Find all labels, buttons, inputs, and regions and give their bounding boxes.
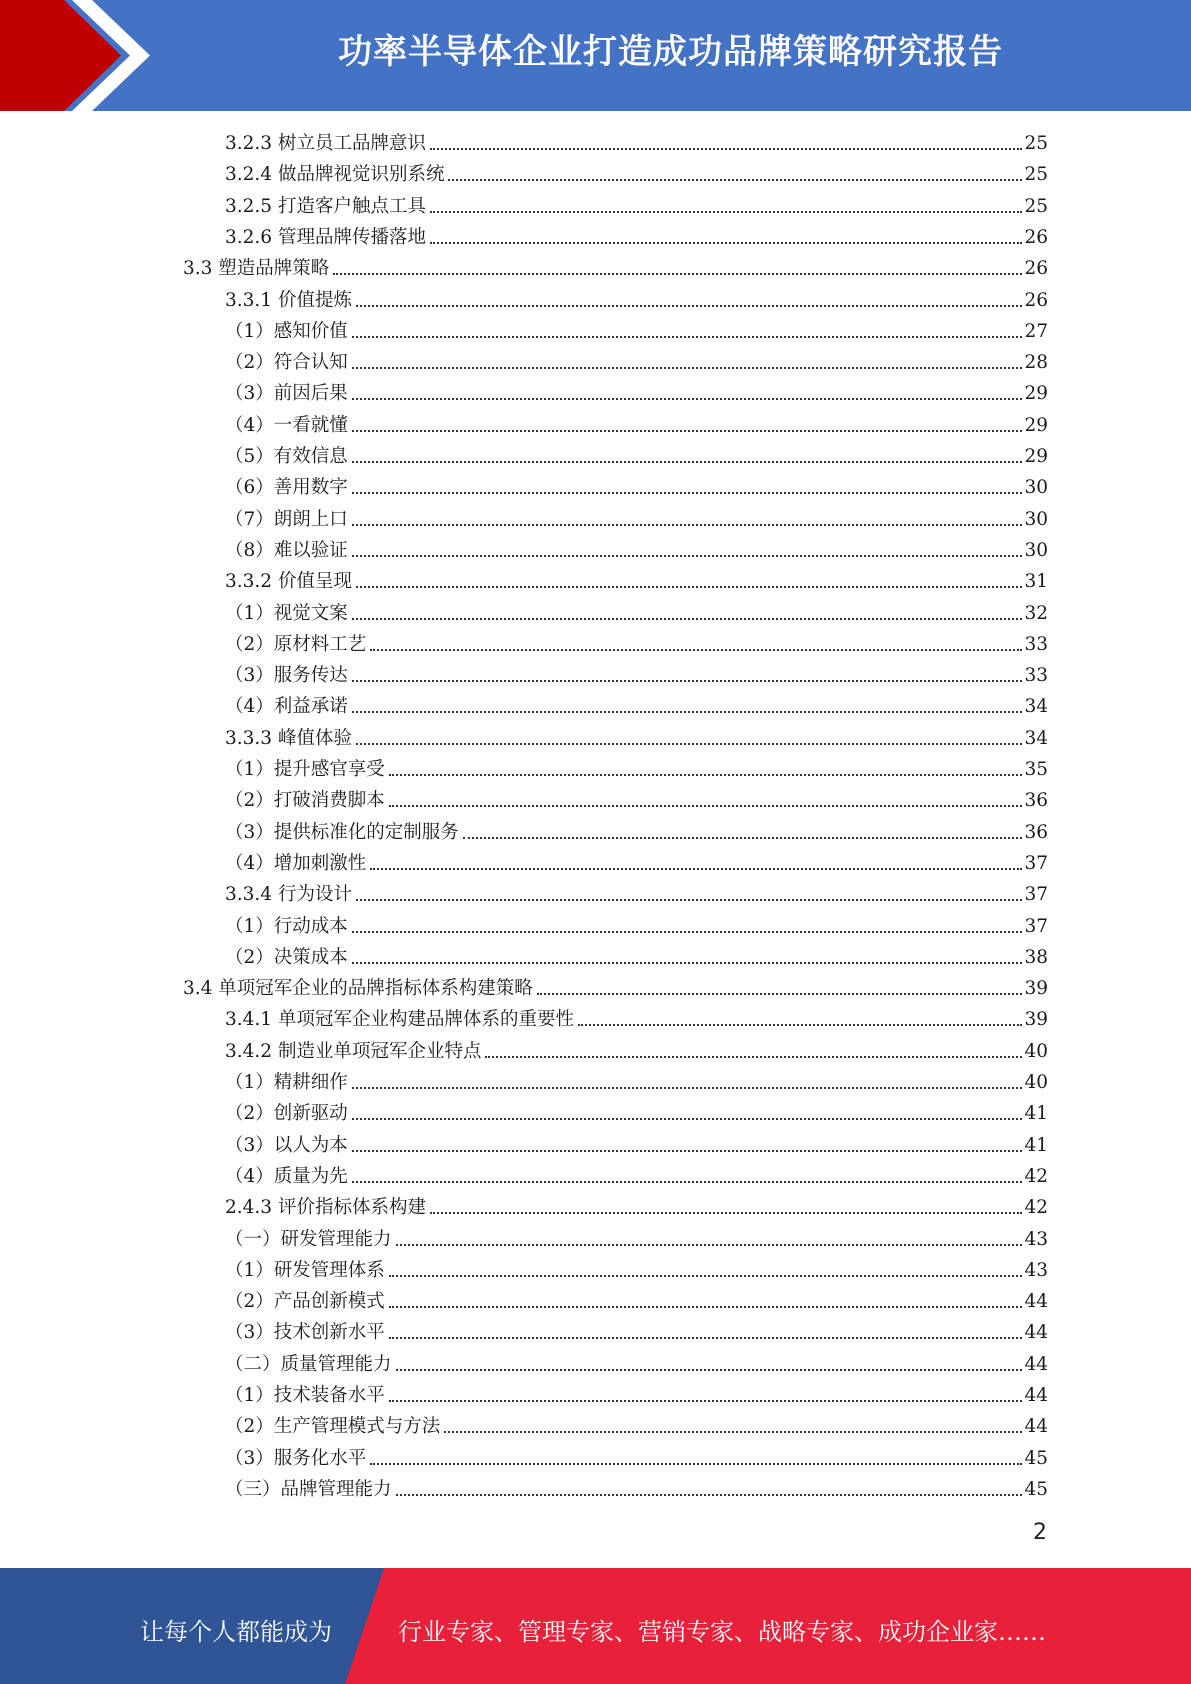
toc-entry[interactable] [225,1003,1048,1031]
toc-entry[interactable] [225,1129,1048,1157]
toc-dot-leader [370,1463,1022,1465]
toc-dot-leader [430,242,1022,244]
toc-entry-label: （2）打破消费脚本 [225,790,385,812]
toc-entry-label: （1）感知价值 [225,320,348,342]
toc-dot-leader [396,1494,1023,1496]
toc-entry-page: 27 [1024,320,1048,342]
toc-entry-label: 3.3.1 价值提炼 [225,289,352,311]
toc-entry-page: 25 [1024,195,1048,217]
toc-entry-page: 40 [1024,1040,1048,1062]
toc-entry-page: 42 [1024,1197,1048,1219]
toc-entry-label: 3.4.1 单项冠军企业构建品牌体系的重要性 [225,1009,574,1031]
toc-entry-page: 26 [1024,289,1048,311]
toc-dot-leader [370,649,1022,651]
toc-entry-label: 3.3 塑造品牌策略 [183,258,330,280]
toc-dot-leader [430,1212,1022,1214]
toc-entry-label: 3.2.6 管理品牌传播落地 [225,226,426,248]
toc-entry-page: 43 [1024,1228,1048,1250]
toc-dot-leader [352,492,1023,494]
toc-entry-label: （一）研发管理能力 [225,1228,392,1250]
toc-dot-leader [352,367,1023,369]
toc-dot-leader [352,1150,1023,1152]
toc-dot-leader [430,148,1022,150]
toc-dot-leader [356,899,1023,901]
toc-entry-page: 33 [1024,665,1048,687]
toc-dot-leader [352,1118,1023,1120]
toc-entry[interactable] [225,158,1048,186]
toc-dot-leader [389,1306,1023,1308]
toc-entry-page: 44 [1024,1353,1048,1375]
toc-entry-page: 41 [1024,1134,1048,1156]
toc-entry[interactable] [225,1254,1048,1282]
toc-dot-leader [389,805,1023,807]
toc-entry[interactable] [225,1379,1048,1407]
toc-entry[interactable] [225,847,1048,875]
toc-entry-label: （2）产品创新模式 [225,1291,385,1313]
toc-entry-label: 3.3.4 行为设计 [225,884,352,906]
toc-entry-page: 36 [1024,790,1048,812]
toc-entry-page: 29 [1024,414,1048,436]
toc-entry[interactable] [225,471,1048,499]
toc-entry[interactable] [225,659,1048,687]
toc-entry[interactable] [225,284,1048,312]
toc-entry-label: （2）创新驱动 [225,1103,348,1125]
toc-dot-leader [389,1275,1023,1277]
toc-entry[interactable] [225,1223,1048,1251]
toc-entry[interactable] [225,878,1048,906]
toc-entry-label: （4）质量为先 [225,1165,348,1187]
toc-entry-page: 28 [1024,352,1048,374]
toc-entry-label: （二）质量管理能力 [225,1353,392,1375]
toc-entry-page: 35 [1024,759,1048,780]
toc-entry[interactable] [225,1348,1048,1376]
toc-entry-page: 42 [1024,1165,1048,1187]
toc-entry-label: （5）有效信息 [225,446,348,467]
toc-dot-leader [333,273,1022,275]
toc-entry[interactable] [225,503,1048,531]
toc-dot-leader [430,211,1022,213]
toc-dot-leader [352,430,1023,432]
toc-dot-leader [396,1369,1023,1371]
toc-entry-page: 38 [1024,946,1048,968]
toc-entry-label: 3.4 单项冠军企业的品牌指标体系构建策略 [183,978,533,1000]
toc-entry-page: 33 [1024,633,1048,655]
toc-dot-leader [356,743,1023,745]
toc-entry-label: （2）生产管理模式与方法 [225,1416,441,1438]
toc-entry-page: 30 [1024,508,1048,530]
toc-entry[interactable] [225,628,1048,656]
toc-entry[interactable] [225,941,1048,969]
toc-entry[interactable] [225,346,1048,374]
toc-entry-page: 26 [1024,258,1048,280]
toc-entry[interactable] [225,1473,1048,1501]
toc-entry[interactable] [225,690,1048,718]
toc-entry[interactable] [225,1191,1048,1219]
toc-dot-leader [352,336,1023,338]
toc-entry-label: （2）符合认知 [225,352,348,374]
toc-entry-page: 30 [1024,539,1048,561]
toc-dot-leader [352,1181,1023,1183]
toc-dot-leader [448,179,1022,181]
toc-dot-leader [444,1431,1022,1433]
toc-dot-leader [485,1056,1022,1058]
toc-entry[interactable] [225,1316,1048,1344]
toc-entry[interactable] [225,1410,1048,1438]
toc-entry-label: （3）提供标准化的定制服务 [225,821,459,843]
toc-entry-label: （1）视觉文案 [225,602,348,624]
toc-entry-page: 32 [1024,602,1048,624]
toc-dot-leader [352,931,1023,933]
toc-dot-leader [356,586,1023,588]
toc-entry-label: 3.2.4 做品牌视觉识别系统 [225,164,445,186]
page-number: 2 [1033,1520,1047,1545]
toc-entry-label: 2.4.3 评价指标体系构建 [225,1197,426,1219]
toc-entry-label: 3.2.3 树立员工品牌意识 [225,133,426,154]
toc-dot-leader [352,1087,1023,1089]
toc-entry[interactable] [225,1285,1048,1313]
toc-entry-page: 43 [1024,1259,1048,1281]
toc-entry-page: 29 [1024,383,1048,405]
toc-entry[interactable] [225,722,1048,750]
toc-entry-page: 34 [1024,727,1048,749]
toc-entry-page: 41 [1024,1103,1048,1125]
footer-slogan-left: 让每个人都能成为 [140,1618,332,1646]
toc-dot-leader [352,711,1023,713]
toc-entry-label: （3）技术创新水平 [225,1322,385,1344]
toc-entry-label: （3）服务化水平 [225,1447,367,1469]
toc-entry-label: （6）善用数字 [225,477,348,499]
toc-entry-label: （4）利益承诺 [225,696,348,718]
toc-entry-label: （1）精耕细作 [225,1072,348,1093]
toc-entry[interactable] [225,1442,1048,1470]
page-footer [0,1568,1191,1684]
toc-entry[interactable] [225,190,1048,218]
toc-entry-label: （1）行动成本 [225,915,348,937]
toc-entry-page: 37 [1024,915,1048,937]
toc-entry-page: 34 [1024,696,1048,718]
toc-entry-page: 44 [1024,1291,1048,1313]
toc-entry-page: 31 [1024,571,1048,593]
toc-dot-leader [352,398,1023,400]
toc-entry-page: 44 [1024,1322,1048,1344]
toc-entry-label: （3）服务传达 [225,665,348,687]
footer-slogan-right: 行业专家、管理专家、营销专家、战略专家、成功企业家…… [398,1618,1046,1646]
toc-dot-leader [352,618,1023,620]
toc-entry-page: 45 [1024,1447,1048,1469]
toc-entry-label: （4）一看就懂 [225,414,348,436]
toc-entry-page: 39 [1024,1009,1048,1031]
toc-entry[interactable] [225,565,1048,593]
toc-entry[interactable] [225,127,1048,155]
toc-entry-page: 37 [1024,884,1048,906]
toc-dot-leader [389,1337,1023,1339]
toc-dot-leader [389,1400,1023,1402]
toc-entry-label: （3）前因后果 [225,383,348,405]
toc-entry-label: 3.2.5 打造客户触点工具 [225,195,426,217]
toc-entry-label: （1）提升感官享受 [225,759,385,780]
toc-entry-page: 25 [1024,164,1048,186]
toc-entry[interactable] [225,1066,1048,1094]
header-title: 功率半导体企业打造成功品牌策略研究报告 [338,32,1003,72]
toc-entry[interactable] [225,910,1048,938]
toc-entry-page: 44 [1024,1385,1048,1406]
toc-entry-label: （2）决策成本 [225,946,348,968]
toc-dot-leader [352,680,1023,682]
toc-dot-leader [537,993,1023,995]
toc-entry-label: （1）研发管理体系 [225,1259,385,1281]
toc-dot-leader [352,555,1023,557]
toc-dot-leader [352,962,1023,964]
toc-entry-page: 45 [1024,1478,1048,1500]
toc-entry-label: 3.3.2 价值呈现 [225,571,352,593]
toc-entry-label: （4）增加刺激性 [225,852,367,874]
toc-entry-label: （7）朗朗上口 [225,508,348,530]
toc-entry-label: 3.4.2 制造业单项冠军企业特点 [225,1040,482,1062]
toc-entry[interactable] [225,534,1048,562]
toc-entry[interactable] [225,1097,1048,1125]
toc-entry-label: （1）技术装备水平 [225,1385,385,1406]
toc-entry-page: 39 [1024,978,1048,1000]
toc-entry-label: （3）以人为本 [225,1134,348,1156]
toc-entry[interactable] [225,597,1048,625]
toc-dot-leader [352,524,1023,526]
toc-entry-page: 30 [1024,477,1048,499]
toc-entry-page: 36 [1024,821,1048,843]
toc-entry[interactable] [225,753,1048,781]
toc-entry-label: （2）原材料工艺 [225,633,367,655]
toc-entry-label: （三）品牌管理能力 [225,1478,392,1500]
toc-entry-label: 3.3.3 峰值体验 [225,727,352,749]
toc-entry[interactable] [183,972,1048,1000]
page-header [0,0,1191,111]
toc-entry[interactable] [225,221,1048,249]
toc-entry-page: 25 [1024,133,1048,154]
toc-entry-page: 44 [1024,1416,1048,1438]
toc-entry[interactable] [225,1160,1048,1188]
toc-entry[interactable] [225,816,1048,844]
toc-entry[interactable] [183,252,1048,280]
toc-entry[interactable] [225,440,1048,468]
toc-entry[interactable] [225,1035,1048,1063]
toc-dot-leader [356,305,1023,307]
toc-entry-page: 37 [1024,852,1048,874]
header-chevron-decoration [0,0,160,111]
toc-entry[interactable] [225,784,1048,812]
toc-dot-leader [396,1244,1023,1246]
toc-entry-label: （8）难以验证 [225,539,348,561]
toc-entry-page: 40 [1024,1072,1048,1093]
toc-dot-leader [352,461,1023,463]
toc-entry-page: 29 [1024,446,1048,467]
toc-entry[interactable] [225,409,1048,437]
toc-dot-leader [370,868,1022,870]
toc-dot-leader [389,774,1023,776]
toc-entry[interactable] [225,377,1048,405]
toc-dot-leader [578,1024,1022,1026]
toc-dot-leader [463,837,1023,839]
toc-entry[interactable] [225,315,1048,343]
toc-entry-page: 26 [1024,226,1048,248]
